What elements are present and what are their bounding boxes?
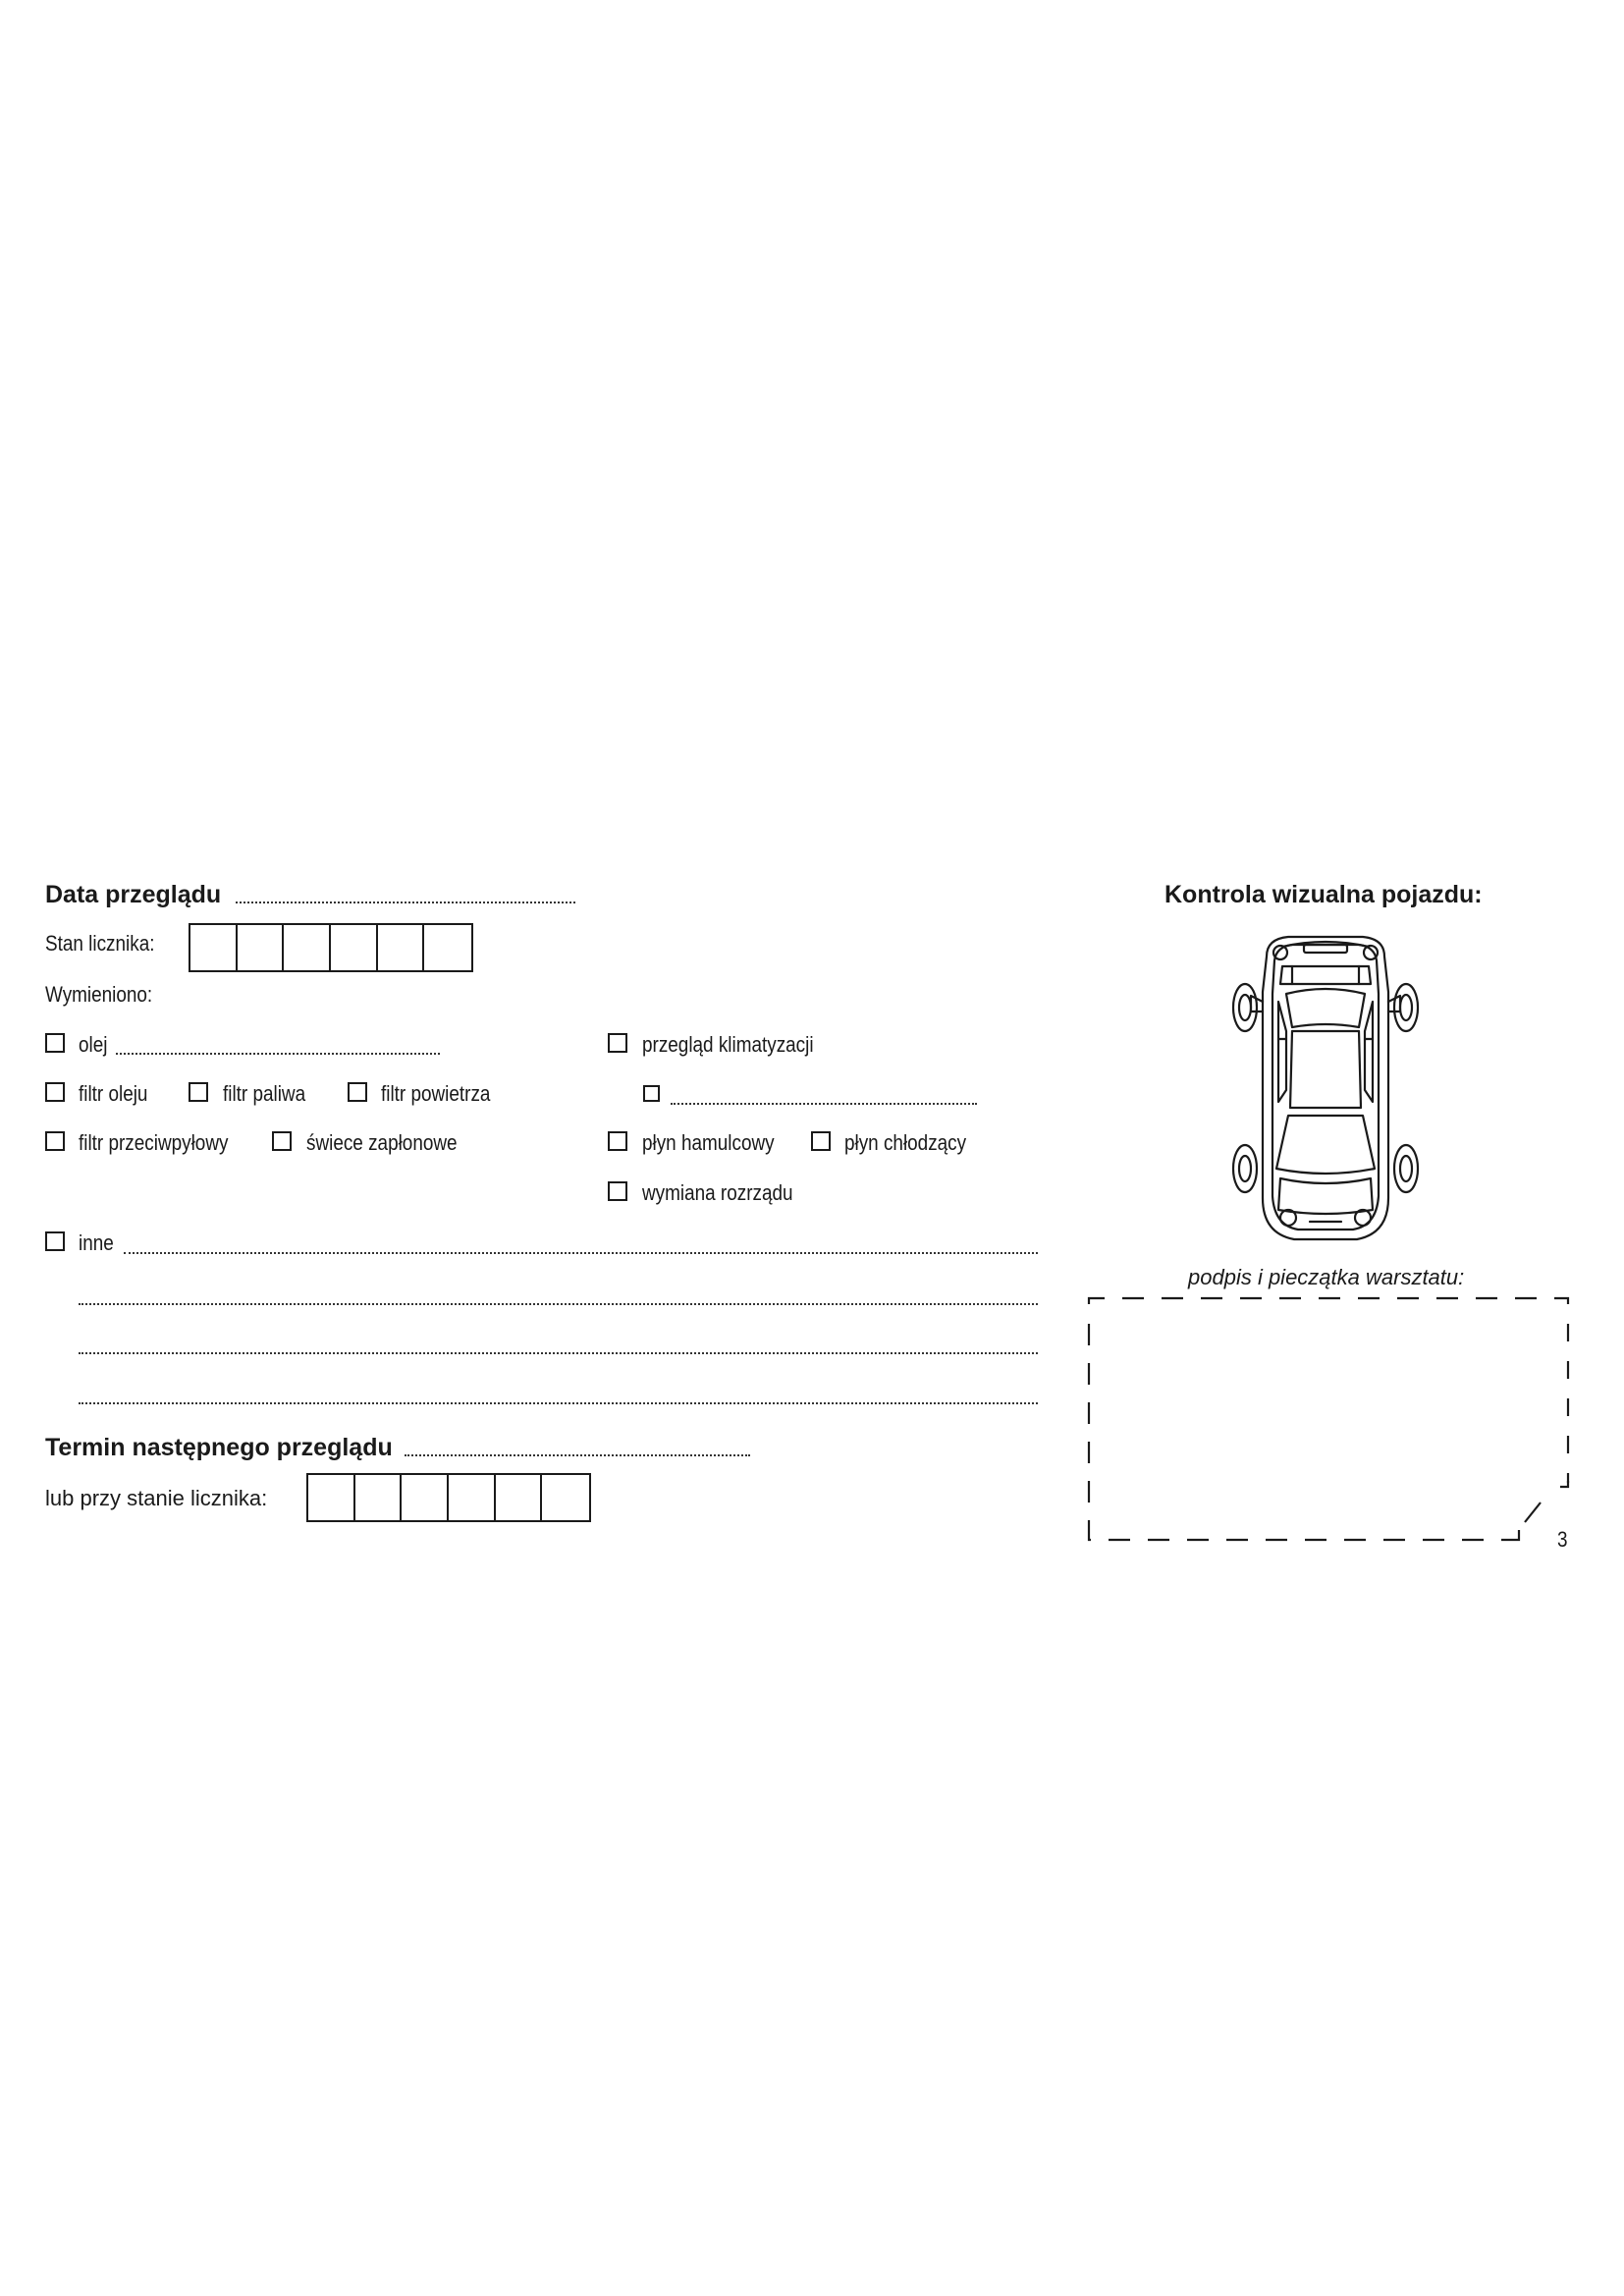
oil-detail-field[interactable] xyxy=(116,1053,440,1055)
next-odometer-digit-cell[interactable] xyxy=(542,1475,589,1520)
checkbox-other[interactable] xyxy=(45,1231,65,1251)
checkbox-custom-item[interactable] xyxy=(643,1085,660,1102)
other-detail-line[interactable] xyxy=(79,1402,1038,1404)
checkbox-timing-belt[interactable] xyxy=(608,1181,627,1201)
page-number: 3 xyxy=(1557,1527,1568,1552)
next-odometer-label: lub przy stanie licznika: xyxy=(45,1486,268,1510)
item-oil-filter-label: filtr oleju xyxy=(79,1081,148,1106)
other-detail-line[interactable] xyxy=(79,1352,1038,1354)
odometer-digit-cell[interactable] xyxy=(238,925,285,970)
car-top-view-icon xyxy=(1227,933,1424,1247)
odometer-digit-cell[interactable] xyxy=(424,925,471,970)
visual-check-title: Kontrola wizualna pojazdu: xyxy=(1164,881,1483,908)
checkbox-coolant[interactable] xyxy=(811,1131,831,1151)
service-date-field[interactable] xyxy=(236,902,575,903)
next-odometer-digit-cell[interactable] xyxy=(496,1475,543,1520)
next-service-label: Termin następnego przeglądu xyxy=(45,1434,393,1461)
checkbox-ac-service[interactable] xyxy=(608,1033,627,1053)
replaced-label: Wymieniono: xyxy=(45,982,153,1007)
odometer-digit-boxes[interactable] xyxy=(189,923,473,972)
stamp-label: podpis i pieczątka warsztatu: xyxy=(1188,1265,1465,1289)
checkbox-oil[interactable] xyxy=(45,1033,65,1053)
odometer-digit-cell[interactable] xyxy=(378,925,425,970)
checkbox-air-filter[interactable] xyxy=(348,1082,367,1102)
custom-item-field[interactable] xyxy=(671,1103,977,1105)
next-odometer-digit-boxes[interactable] xyxy=(306,1473,591,1522)
checkbox-spark-plugs[interactable] xyxy=(272,1131,292,1151)
item-air-filter-label: filtr powietrza xyxy=(381,1081,491,1106)
item-brake-fluid-label: płyn hamulcowy xyxy=(642,1130,775,1155)
item-fuel-filter-label: filtr paliwa xyxy=(223,1081,306,1106)
next-odometer-digit-cell[interactable] xyxy=(308,1475,355,1520)
item-other-label: inne xyxy=(79,1230,114,1255)
checkbox-cabin-filter[interactable] xyxy=(45,1131,65,1151)
next-service-date-field[interactable] xyxy=(405,1454,750,1456)
item-timing-belt-label: wymiana rozrządu xyxy=(642,1180,793,1205)
next-odometer-digit-cell[interactable] xyxy=(355,1475,403,1520)
odometer-digit-cell[interactable] xyxy=(284,925,331,970)
odometer-digit-cell[interactable] xyxy=(190,925,238,970)
other-detail-field[interactable] xyxy=(124,1252,1038,1254)
checkbox-brake-fluid[interactable] xyxy=(608,1131,627,1151)
stamp-area[interactable] xyxy=(1085,1294,1576,1546)
other-detail-line[interactable] xyxy=(79,1303,1038,1305)
item-cabin-filter-label: filtr przeciwpyłowy xyxy=(79,1130,229,1155)
item-oil-label: olej xyxy=(79,1032,108,1057)
checkbox-fuel-filter[interactable] xyxy=(189,1082,208,1102)
service-date-label: Data przeglądu xyxy=(45,881,222,908)
next-odometer-digit-cell[interactable] xyxy=(449,1475,496,1520)
item-coolant-label: płyn chłodzący xyxy=(844,1130,967,1155)
item-ac-service-label: przegląd klimatyzacji xyxy=(642,1032,814,1057)
odometer-digit-cell[interactable] xyxy=(331,925,378,970)
next-odometer-digit-cell[interactable] xyxy=(402,1475,449,1520)
checkbox-oil-filter[interactable] xyxy=(45,1082,65,1102)
odometer-label: Stan licznika: xyxy=(45,931,155,956)
item-spark-plugs-label: świece zapłonowe xyxy=(306,1130,458,1155)
